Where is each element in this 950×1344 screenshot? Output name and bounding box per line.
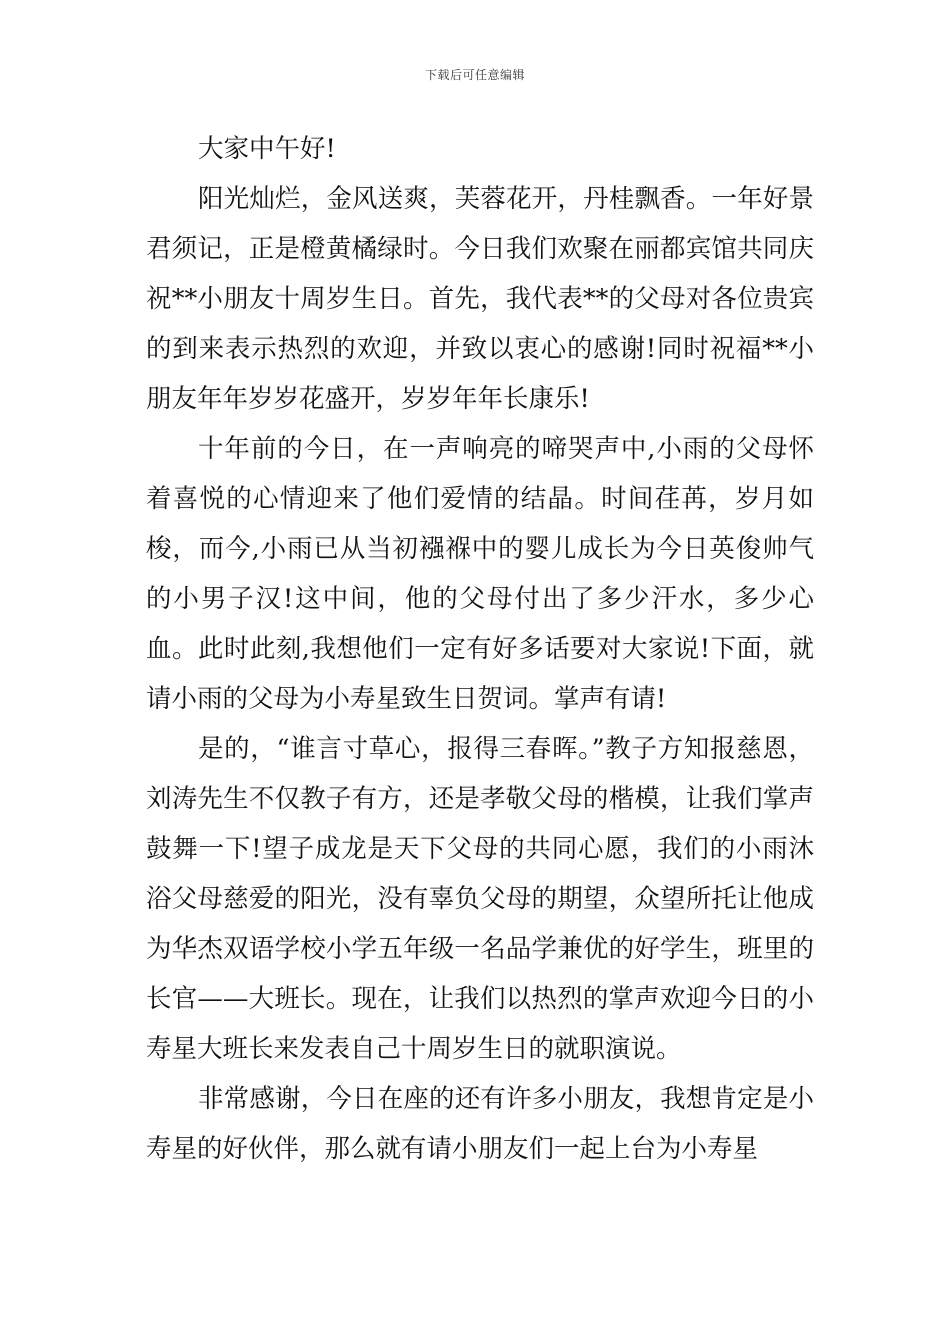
paragraph-friends: 非常感谢，今日在座的还有许多小朋友，我想肯定是小寿星的好伙伴，那么就有请小朋友们一起上台为小寿星 — [146, 1084, 814, 1164]
paragraph-ten-years-ago: 十年前的今日，在一声响亮的啼哭声中,小雨的父母怀着喜悦的心情迎来了他们爱情的结晶。时间荏苒，岁月如梭，而今,小雨已从当初襁褓中的婴儿成长为今日英俊帅气的小男子汉!这中间，他的父母付出了多少汗水，多少心血。此时此刻,我想他们一定有好多话要对大家说!下面，就请小雨的父母为小寿星致生日贺词。掌声有请! — [146, 434, 814, 714]
page-header: 下载后可任意编辑 — [424, 68, 525, 82]
paragraph-opening: 阳光灿烂，金风送爽，芙蓉花开，丹桂飘香。一年好景君须记，正是橙黄橘绿时。今日我们欢聚在丽都宾馆共同庆祝**小朋友十周岁生日。首先，我代表**的父母对各位贵宾的到来表示热烈的欢迎，并致以衷心的感谢!同时祝福**小朋友年年岁岁花盛开，岁岁年年长康乐! — [146, 184, 814, 414]
paragraph-greeting: 大家中午好! — [198, 134, 336, 164]
paragraph-parents-praise: 是的，“谁言寸草心，报得三春晖。”教子方知报慈恩，刘涛先生不仅教子有方，还是孝敬父母的楷模，让我们掌声鼓舞一下!望子成龙是天下父母的共同心愿，我们的小雨沐浴父母慈爱的阳光，没有辜负父母的期望，众望所托让他成为华杰双语学校小学五年级一名品学兼优的好学生，班里的长官——大班长。现在，让我们以热烈的掌声欢迎今日的小寿星大班长来发表自己十周岁生日的就职演说。 — [146, 734, 814, 1064]
document-body — [146, 124, 814, 1174]
